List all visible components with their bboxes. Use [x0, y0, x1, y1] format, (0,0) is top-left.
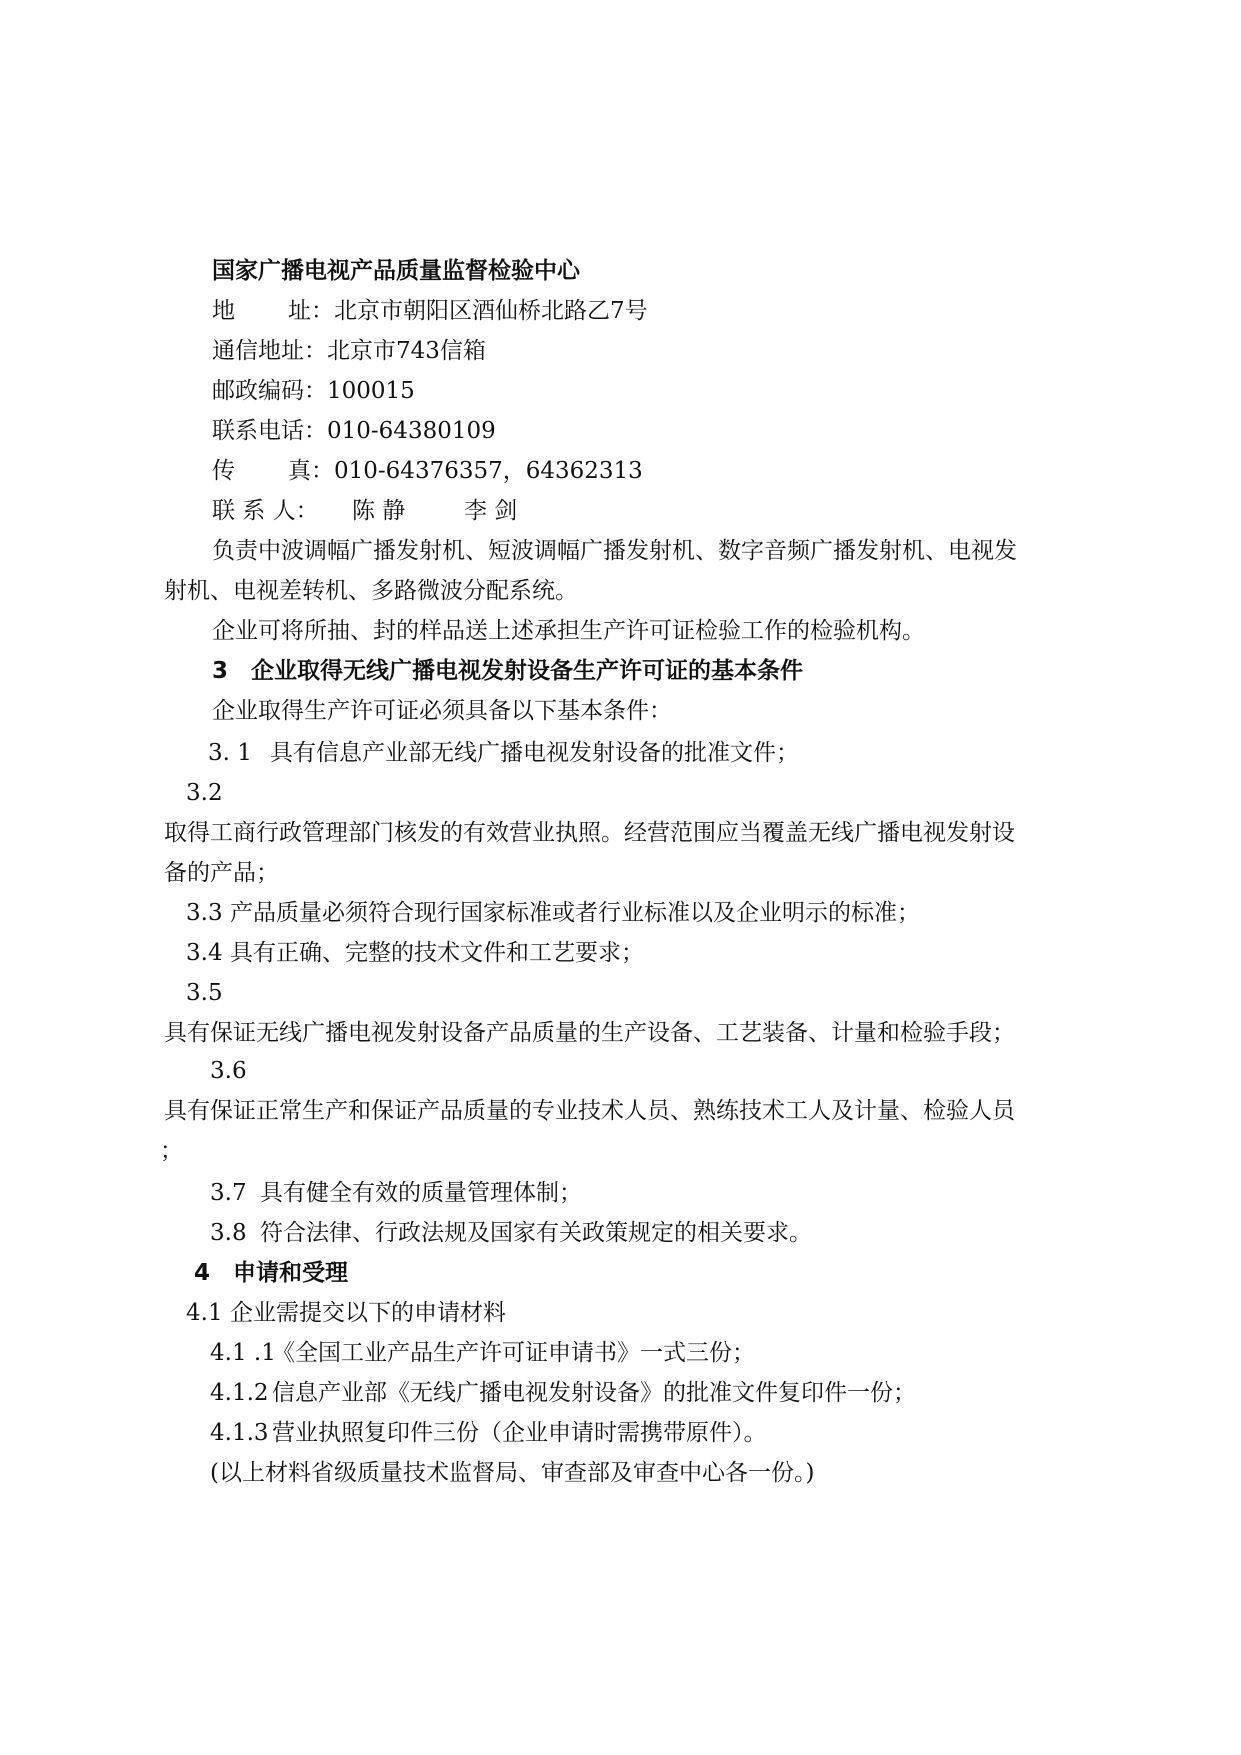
material-text: 信息产业部《无线广播电视发射设备》的批准文件复印件一份； [272, 1380, 916, 1406]
address-value: 北京市朝阳区酒仙桥北路乙7号 [334, 298, 648, 324]
contact-line [212, 496, 517, 526]
condition-number: 3.3 [186, 900, 223, 926]
condition-3-1 [208, 738, 799, 768]
duty-line-2: 射机、电视差转机、多路微波分配系统。 [164, 578, 578, 604]
condition-text: 符合法律、行政法规及国家有关政策规定的相关要求。 [260, 1220, 812, 1246]
condition-3-6-line-2: ； [160, 1138, 183, 1164]
condition-number: 3.7 [210, 1180, 247, 1206]
material-text: 《全国工业产品生产许可证申请书》一式三份； [272, 1340, 755, 1366]
condition-text: 具有正确、完整的技术文件和工艺要求； [230, 940, 644, 966]
fax-label-1: 传 [212, 458, 235, 484]
material-4-1-1 [210, 1338, 755, 1368]
condition-text: 具有信息产业部无线广播电视发射设备的批准文件； [270, 740, 799, 766]
material-4-1-2 [210, 1378, 916, 1408]
condition-3-2-line-2: 备的产品； [164, 860, 279, 886]
condition-3-4 [186, 938, 644, 968]
section-4-heading: 4 申请和受理 [194, 1260, 349, 1286]
sampling-note: 企业可将所抽、封的样品送上述承担生产许可证检验工作的检验机构。 [212, 618, 925, 644]
subsection-number: 4.1 [186, 1300, 223, 1326]
condition-3-6-line-1: 具有保证正常生产和保证产品质量的专业技术人员、熟练技术工人及计量、检验人员 [164, 1098, 1015, 1124]
section-3-heading: 3 企业取得无线广播电视发射设备生产许可证的基本条件 [212, 658, 804, 684]
condition-3-2-line-1: 取得工商行政管理部门核发的有效营业执照。经营范围应当覆盖无线广播电视发射设 [164, 820, 1015, 846]
materials-remark: (以上材料省级质量技术监督局、审查部及审查中心各一份。) [210, 1460, 815, 1486]
material-number: 4.1.3 [210, 1420, 269, 1446]
condition-number: 3. 1 [208, 740, 252, 766]
address-label-2: 址： [288, 298, 334, 324]
contact-person-1: 陈 静 [352, 498, 406, 524]
condition-3-6-number: 3.6 [210, 1058, 247, 1084]
condition-3-2-number: 3.2 [186, 780, 223, 806]
mail-label: 通信地址： [212, 338, 327, 364]
material-text: 营业执照复印件三份（企业申请时需携带原件）。 [272, 1420, 767, 1446]
subsection-4-1 [186, 1298, 506, 1328]
condition-3-8 [210, 1218, 812, 1248]
contact-person-2: 李 剑 [464, 498, 518, 524]
subsection-text: 企业需提交以下的申请材料 [230, 1300, 506, 1326]
mail-value: 北京市743信箱 [327, 338, 486, 364]
material-4-1-3 [210, 1418, 767, 1448]
condition-text: 具有健全有效的质量管理体制； [260, 1180, 582, 1206]
phone-value: 010-64380109 [327, 418, 496, 444]
postcode-label: 邮政编码： [212, 378, 327, 404]
condition-number: 3.8 [210, 1220, 247, 1246]
condition-3-5-text: 具有保证无线广播电视发射设备产品质量的生产设备、工艺装备、计量和检验手段； [164, 1020, 1015, 1046]
phone-label: 联系电话： [212, 418, 327, 444]
material-number: 4.1 .1 [210, 1340, 276, 1366]
org-name: 国家广播电视产品质量监督检验中心 [212, 258, 580, 284]
condition-3-7 [210, 1178, 582, 1208]
contact-label: 联 系 人： [212, 498, 319, 524]
mail-line [212, 336, 486, 366]
duty-line-1: 负责中波调幅广播发射机、短波调幅广播发射机、数字音频广播发射机、电视发 [212, 538, 1017, 564]
condition-3-3 [186, 898, 920, 928]
phone-line [212, 416, 496, 446]
address-line [212, 296, 648, 326]
fax-label-2: 真： [288, 458, 334, 484]
fax-line [212, 456, 643, 486]
postcode-line [212, 376, 415, 406]
postcode-value: 100015 [327, 378, 415, 404]
address-label-1: 地 [212, 298, 235, 324]
fax-value: 010-64376357，64362313 [334, 458, 643, 484]
condition-3-5-number: 3.5 [186, 980, 223, 1006]
section-3-intro: 企业取得生产许可证必须具备以下基本条件： [212, 698, 672, 724]
material-number: 4.1.2 [210, 1380, 269, 1406]
condition-text: 产品质量必须符合现行国家标准或者行业标准以及企业明示的标准； [230, 900, 920, 926]
condition-number: 3.4 [186, 940, 223, 966]
